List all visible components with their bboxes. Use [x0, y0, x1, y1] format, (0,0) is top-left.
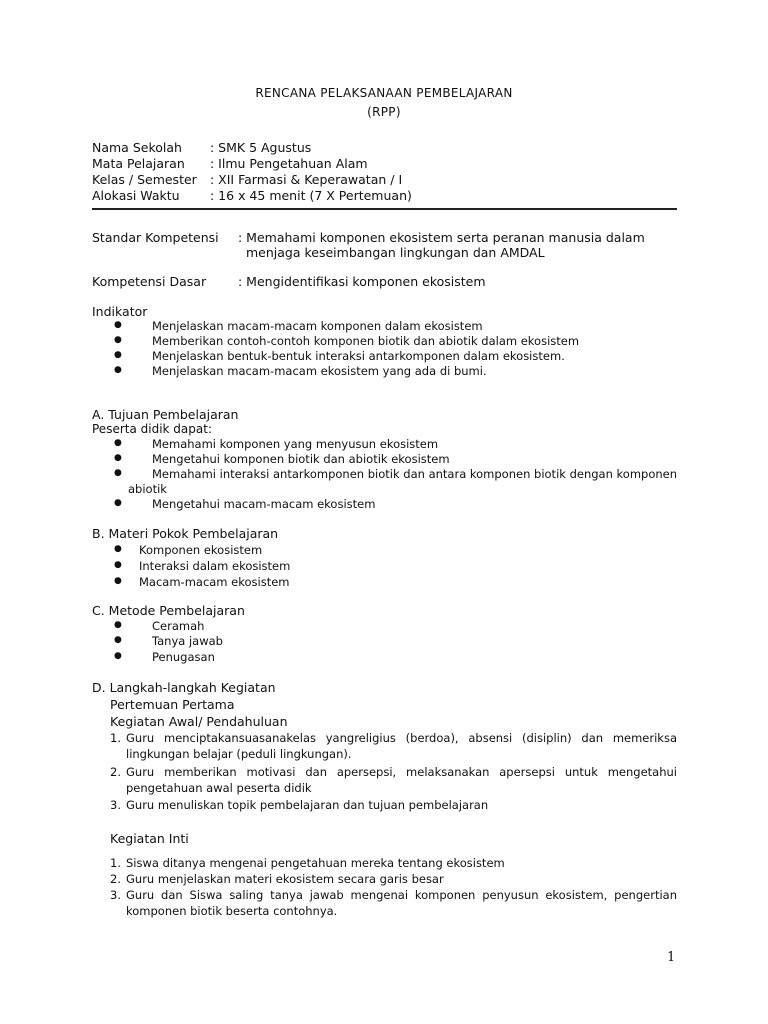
meta-row — [92, 140, 311, 155]
document-subtitle: (RPP) — [367, 105, 401, 119]
kegiatan-inti-heading: Kegiatan Inti — [110, 831, 189, 846]
sk-label: Standar Kompetensi — [92, 230, 219, 245]
meta-label: Mata Pelajaran — [92, 156, 185, 171]
document-title: RENCANA PELAKSANAAN PEMBELAJARAN — [255, 86, 513, 100]
meta-label: Alokasi Waktu — [92, 188, 180, 203]
meta-value: : XII Farmasi & Keperawatan / I — [210, 172, 403, 187]
sk-value-cont: menjaga keseimbangan lingkungan dan AMDAL — [246, 245, 545, 260]
pertemuan-heading: Pertemuan Pertama — [110, 697, 235, 712]
meta-value: : Ilmu Pengetahuan Alam — [210, 156, 368, 171]
meta-row — [92, 172, 402, 187]
indikator-heading: Indikator — [92, 304, 148, 319]
meta-value: : 16 x 45 menit (7 X Pertemuan) — [210, 188, 412, 203]
page-number: 1 — [667, 950, 676, 965]
meta-value: : SMK 5 Agustus — [210, 140, 312, 155]
meta-row — [92, 156, 368, 171]
meta-label: Kelas / Semester — [92, 172, 197, 187]
meta-row — [92, 188, 412, 203]
metode-heading: C. Metode Pembelajaran — [92, 603, 245, 618]
meta-label: Nama Sekolah — [92, 140, 182, 155]
tujuan-heading: A. Tujuan Pembelajaran — [92, 407, 239, 422]
header-divider — [92, 208, 677, 210]
document-page: RENCANA PELAKSANAAN PEMBELAJARAN (RPP) Nama Sekolah : SMK 5 Agustus Mata Pelajaran : Ilmu Pengetahuan Alam Kelas / Semester : XII Farmasi & Keperawatan / I Alokasi Waktu : 16 x 45 menit (7 X Pertemuan) Standar Kompetensi : Memahami komponen ekosistem serta peranan manusia dalam menjaga keseimbangan lingkungan dan AMDAL Kompetensi Dasar : Mengidentifikasi komponen ekosistem Indikator ● Menjelaskan macam-macam komponen dalam ekosistem ● Memberikan contoh-contoh komponen biotik dan abiotik dalam ekosistem ● Menjelaskan bentuk-bentuk interaksi antarkomponen dalam ekosistem. ● Menjelaskan macam-macam ekosistem yang ada di bumi. A. Tujuan Pembelajaran Peserta didik dapat: ● Memahami komponen yang menyusun ekosistem ● Mengetahui komponen biotik dan abiotik ekosistem ● Memahami interaksi antarkomponen biotik dan antara komponen biotik dengan komponen abiotik ● Mengetahui macam-macam ekosistem B. Materi Pokok Pembelajaran ● Komponen ekosistem ● Interaksi dalam ekosistem ● Macam-macam ekosistem C. Metode Pembelajaran ● Ceramah ● Tanya jawab ● Penugasan D. Langkah-langkah Kegiatan Pertemuan Pertama Kegiatan Awal/ Pendahuluan 1. Guru menciptakansuasanakelas yangreligius (berdoa), absensi (disiplin) dan memeriksa lingkungan belajar (peduli lingkungan). 2. Guru memberikan motivasi dan apersepsi, melaksanakan apersepsi untuk mengetahui pengetahuan awal peserta didik 3. Guru menuliskan topik pembelajaran dan tujuan pembelajaran Kegiatan Inti 1. Siswa ditanya mengenai pengetahuan mereka tentang ekosistem 2. Guru menjelaskan materi ekosistem secara garis besar 3. Guru dan Siswa saling tanya jawab mengenai komponen penyusun ekosistem, pengertian komponen biotik beserta contohnya. 1 — [0, 0, 768, 1024]
tujuan-intro: Peserta didik dapat: — [92, 422, 212, 436]
kd-label: Kompetensi Dasar — [92, 274, 207, 289]
kd-value: : Mengidentifikasi komponen ekosistem — [238, 274, 486, 289]
langkah-heading: D. Langkah-langkah Kegiatan — [92, 680, 276, 695]
sk-value: : Memahami komponen ekosistem serta peranan manusia dalam — [238, 230, 645, 245]
list-item-cont: abiotik — [128, 482, 167, 496]
kegiatan-awal-heading: Kegiatan Awal/ Pendahuluan — [110, 714, 288, 729]
materi-heading: B. Materi Pokok Pembelajaran — [92, 526, 279, 541]
